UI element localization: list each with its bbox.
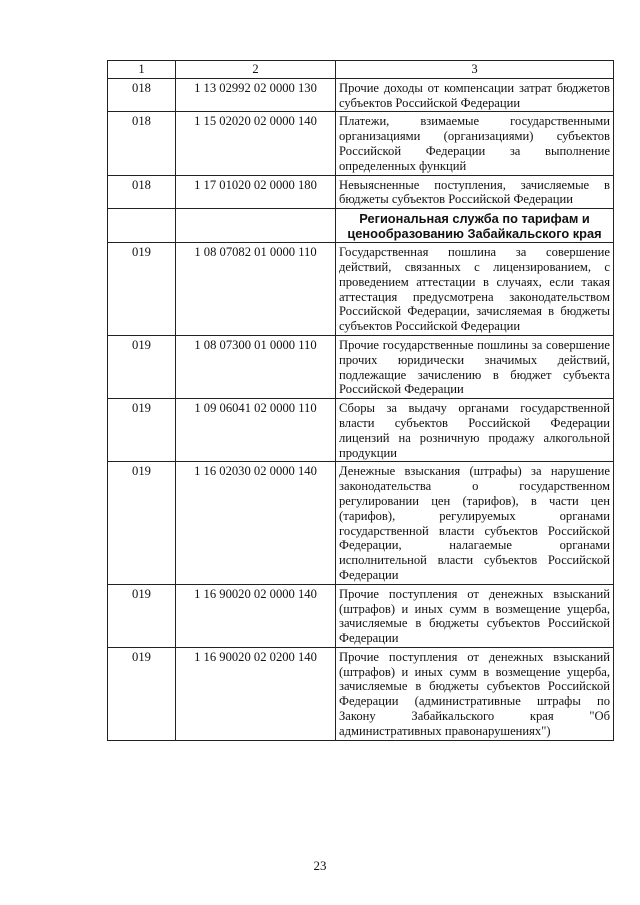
admin-code-cell: 018 — [108, 112, 176, 175]
admin-code-cell: 019 — [108, 584, 176, 647]
table-row — [108, 243, 614, 336]
budget-code-cell: 1 09 06041 02 0000 110 — [176, 399, 336, 462]
table-row — [108, 462, 614, 584]
revenue-name-cell: Невыясненные поступления, зачисляемые в бюджеты субъектов Российской Федерации — [336, 175, 614, 209]
budget-code-cell: 1 13 02992 02 0000 130 — [176, 78, 336, 112]
revenue-name-cell: Государственная пошлина за совершение действий, связанных с лицензированием, с проведением аттестации в случаях, если такая аттестация предусмотрена законодательством Российской Федерации, зачисляемая в бюджеты субъектов Российской Федерации — [336, 243, 614, 336]
table-row — [108, 647, 614, 740]
admin-code-cell: 019 — [108, 462, 176, 584]
table-row — [108, 399, 614, 462]
admin-code-cell: 019 — [108, 399, 176, 462]
revenue-codes-table — [107, 60, 614, 741]
table-body — [108, 78, 614, 740]
budget-code-cell — [176, 209, 336, 243]
budget-code-cell: 1 16 90020 02 0000 140 — [176, 584, 336, 647]
table-row — [108, 78, 614, 112]
revenue-name-cell: Сборы за выдачу органами государственной власти субъектов Российской Федерации лицензий на розничную продажу алкогольной продукции — [336, 399, 614, 462]
table-header-row — [108, 61, 614, 79]
revenue-name-cell: Платежи, взимаемые государственными организациями (организациями) субъектов Российской Федерации за выполнение определенных функций — [336, 112, 614, 175]
budget-code-cell: 1 08 07082 01 0000 110 — [176, 243, 336, 336]
column-header-1: 1 — [108, 61, 176, 79]
table-row — [108, 584, 614, 647]
revenue-name-cell: Денежные взыскания (штрафы) за нарушение законодательства о государственном регулировании цен (тарифов), в части цен (тарифов), регулируемых органами государственной власти субъектов Российской Федерации, налагаемые органами исполнительной власти субъектов Российской Федерации — [336, 462, 614, 584]
revenue-name-cell: Прочие государственные пошлины за совершение прочих юридически значимых действий, подлежащие зачислению в бюджет субъекта Российской Федерации — [336, 335, 614, 398]
admin-code-cell: 018 — [108, 78, 176, 112]
budget-code-cell: 1 17 01020 02 0000 180 — [176, 175, 336, 209]
column-header-3: 3 — [336, 61, 614, 79]
revenue-name-cell: Прочие поступления от денежных взысканий (штрафов) и иных сумм в возмещение ущерба, зачисляемые в бюджеты субъектов Российской Федерации — [336, 584, 614, 647]
table-row — [108, 335, 614, 398]
section-title-cell: Региональная служба по тарифам и ценообразованию Забайкальского края — [336, 209, 614, 243]
page-number: 23 — [313, 858, 327, 873]
column-header-2: 2 — [176, 61, 336, 79]
admin-code-cell: 019 — [108, 335, 176, 398]
revenue-name-cell: Прочие поступления от денежных взысканий (штрафов) и иных сумм в возмещение ущерба, зачисляемые в бюджеты субъектов Российской Федерации (административные штрафы по Закону Забайкальского края "Об административных правонарушениях") — [336, 647, 614, 740]
budget-code-cell: 1 16 90020 02 0200 140 — [176, 647, 336, 740]
table-row — [108, 112, 614, 175]
admin-code-cell: 018 — [108, 175, 176, 209]
admin-code-cell: 019 — [108, 243, 176, 336]
budget-code-cell: 1 08 07300 01 0000 110 — [176, 335, 336, 398]
admin-code-cell — [108, 209, 176, 243]
budget-code-cell: 1 16 02030 02 0000 140 — [176, 462, 336, 584]
section-header-row — [108, 209, 614, 243]
admin-code-cell: 019 — [108, 647, 176, 740]
budget-code-cell: 1 15 02020 02 0000 140 — [176, 112, 336, 175]
revenue-name-cell: Прочие доходы от компенсации затрат бюджетов субъектов Российской Федерации — [336, 78, 614, 112]
table-row — [108, 175, 614, 209]
